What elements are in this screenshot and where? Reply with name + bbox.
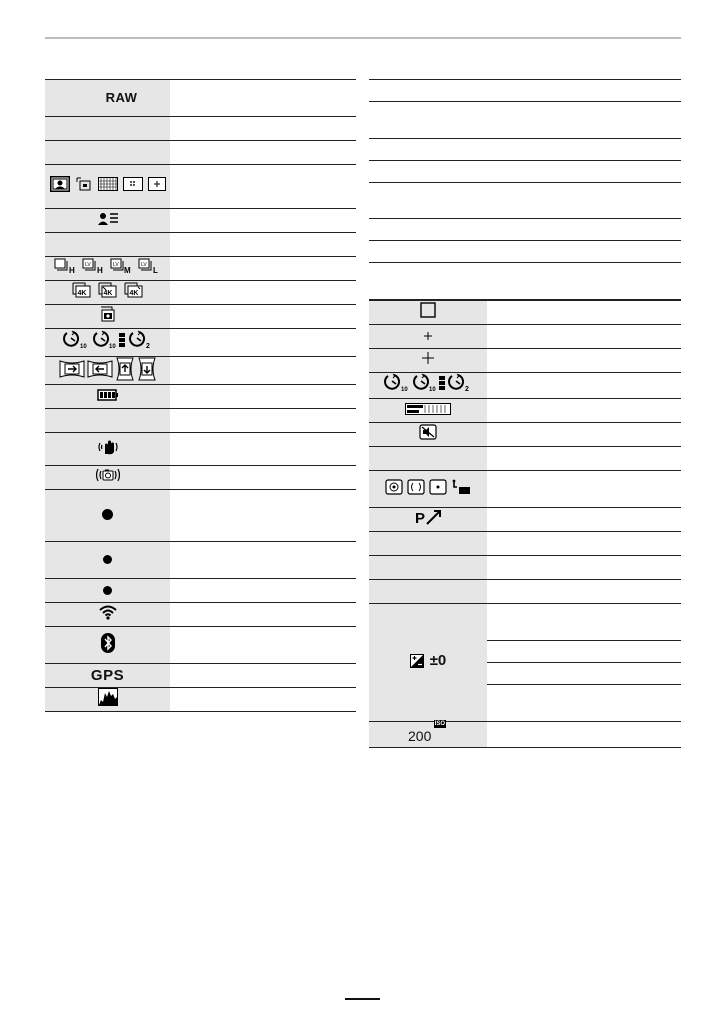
small-plus-icon [423, 331, 433, 341]
svg-text:10: 10 [401, 387, 408, 393]
iso-badge: ISO [434, 721, 445, 727]
svg-text:2: 2 [145, 343, 150, 350]
table-row [369, 80, 681, 102]
table-row [369, 722, 681, 748]
table-row [45, 329, 356, 357]
table-row [369, 325, 681, 349]
4k-burst-s-s-icon [98, 282, 118, 298]
custom-multi-icon [123, 177, 143, 191]
table-row [45, 603, 356, 627]
self-timer-10-3-icon [93, 330, 127, 350]
arrow-down-icon [137, 357, 157, 381]
svg-text:10: 10 [79, 344, 87, 350]
header-rule [45, 37, 681, 39]
left-table [45, 79, 356, 712]
table-row [369, 508, 681, 532]
table-row [369, 102, 681, 139]
49-area-icon [98, 177, 118, 191]
4k-burst-icon [72, 282, 92, 298]
table-row [45, 209, 356, 233]
svg-text:4K: 4K [103, 290, 112, 297]
burst-h-icon [54, 258, 80, 274]
table-row [45, 141, 356, 165]
table-row [45, 664, 356, 688]
table-row [369, 161, 681, 183]
burst-l-icon [138, 258, 162, 274]
table-row [369, 241, 681, 263]
table-row [369, 301, 681, 325]
gps-label: GPS [90, 666, 125, 684]
af-area-box-icon [420, 302, 436, 318]
svg-text:H: H [96, 266, 103, 274]
self-timer-10-icon [384, 373, 412, 393]
multi-metering-icon [385, 479, 403, 495]
svg-text:M: M [123, 266, 131, 274]
table-row [369, 349, 681, 373]
table-row [45, 357, 356, 385]
mic-level-icon [405, 403, 451, 415]
table-row [45, 433, 356, 466]
table-row [45, 466, 356, 490]
table-row [45, 409, 356, 433]
svg-text:10: 10 [108, 344, 116, 350]
self-timer-10-icon [63, 330, 91, 350]
table-row [45, 257, 356, 281]
4k-pre-burst-icon [124, 282, 144, 298]
table-row [45, 542, 356, 579]
battery-icon [97, 389, 119, 401]
post-focus-icon [100, 306, 116, 322]
spot-metering-icon [429, 479, 447, 495]
arrow-up-icon [115, 357, 135, 381]
table-row [45, 233, 356, 257]
table-row [45, 385, 356, 409]
svg-text:LV: LV [112, 262, 119, 268]
svg-text:4K: 4K [129, 290, 138, 297]
hand-shake-icon [96, 438, 120, 456]
table-row [45, 490, 356, 542]
wifi-icon [99, 604, 117, 620]
face-eye-icon [97, 211, 119, 226]
bluetooth-icon [100, 632, 116, 654]
face-detection-icon [50, 176, 70, 192]
table-row [369, 263, 681, 300]
self-timer-2-icon [448, 373, 472, 393]
svg-text:4K: 4K [77, 290, 86, 297]
table-row [369, 447, 681, 471]
table-row [45, 688, 356, 712]
iso-value: 200 [408, 728, 432, 744]
svg-text:10: 10 [429, 387, 436, 393]
table-row [45, 627, 356, 664]
arrow-left-icon [87, 359, 113, 379]
table-row [45, 165, 356, 209]
small-dot-icon [103, 586, 112, 595]
page-number-rule [345, 998, 380, 1000]
tracking-icon [75, 176, 93, 192]
exposure-value: ±0 [429, 652, 447, 670]
table-row [369, 399, 681, 423]
1-area-icon [148, 177, 166, 191]
self-timer-10-3-icon [413, 373, 447, 393]
svg-text:LV: LV [140, 262, 147, 268]
table-row [45, 281, 356, 305]
table-row [369, 373, 681, 399]
touch-ae-icon [451, 479, 471, 495]
histogram-icon [98, 688, 118, 706]
exposure-comp-icon [410, 654, 424, 668]
table-row [369, 183, 681, 219]
table-row [369, 423, 681, 447]
table-row [369, 556, 681, 580]
jitter-alert-icon [93, 467, 123, 483]
arrow-right-icon [59, 359, 85, 379]
silent-mode-icon [419, 424, 437, 440]
iso-indicator [408, 722, 448, 742]
table-row [369, 471, 681, 508]
table-row [45, 579, 356, 603]
svg-text:H: H [68, 266, 75, 274]
burst-live-view-h-icon [82, 258, 108, 274]
svg-text:LV: LV [84, 262, 91, 268]
large-dot-icon [102, 509, 113, 520]
svg-text:P: P [415, 510, 426, 526]
svg-text:L: L [152, 266, 158, 274]
table-row [369, 580, 681, 604]
dot-icon [103, 555, 112, 564]
table-row [369, 139, 681, 161]
table-row [45, 117, 356, 141]
raw-label: RAW [105, 90, 138, 105]
plus-icon [421, 351, 435, 365]
table-row [369, 532, 681, 556]
table-row [369, 219, 681, 241]
burst-m-icon [110, 258, 136, 274]
self-timer-2-icon [129, 330, 153, 350]
table-row [369, 604, 681, 641]
table-row [45, 305, 356, 329]
right-plain-table [369, 79, 681, 300]
center-weighted-icon [407, 479, 425, 495]
program-shift-icon [414, 508, 442, 526]
svg-text:2: 2 [465, 386, 469, 393]
right-table [369, 300, 681, 748]
table-row [45, 80, 356, 117]
